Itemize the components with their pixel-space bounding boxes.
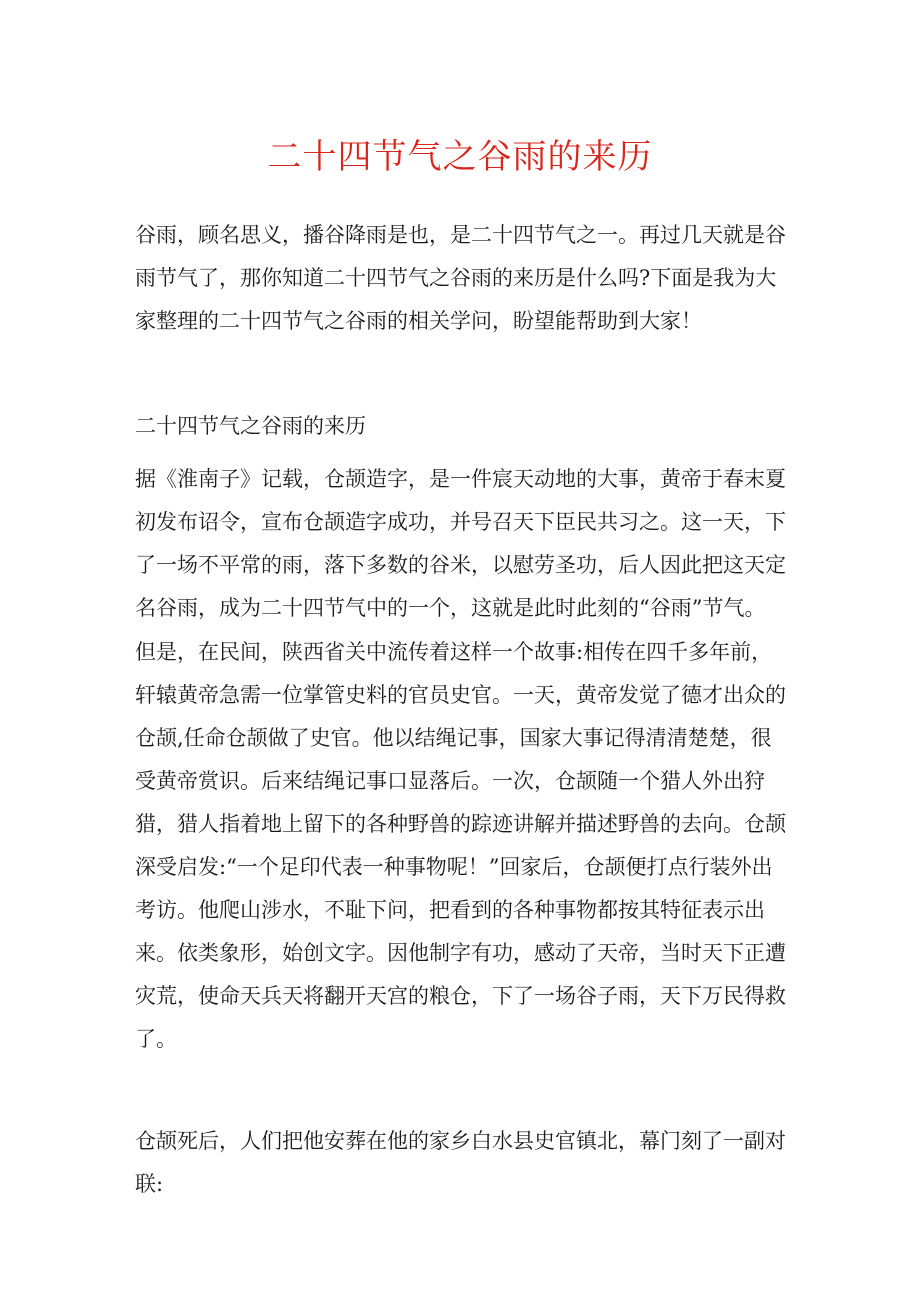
document-title: 二十四节气之谷雨的来历 [267, 137, 653, 177]
section-heading: 二十四节气之谷雨的来历 [135, 414, 366, 438]
paragraph-huainanzi: 据《淮南子》记载，仓颉造字，是一件宸天动地的大事，黄帝于春末夏初发布诏令，宣布仓颉造字成功，并号召天下臣民共习之。这一天，下了一场不平常的雨，落下多数的谷米，以慰劳圣功，后人因此把这天定名谷雨，成为二十四节气中的一个，这就是此时此刻的“谷雨”节气。 [135, 467, 786, 620]
paragraph-cangjie-burial: 仓颉死后，人们把他安葬在他的家乡白水县史官镇北，幕门刻了一副对联: [135, 1129, 786, 1196]
paragraph-folk-story: 但是，在民间，陕西省关中流传着这样一个故事:相传在四千多年前，轩辕黄帝急需一位掌管史料的官员史官。一天，黄帝发觉了德才出众的仓颉,任命仓颉做了史官。他以结绳记事，国家大事记得清清楚楚，很受黄帝赏识。后来结绳记事口显落后。一次，仓颉随一个猎人外出狩猎，猎人指着地上留下的各种野兽的踪迹讲解并描述野兽的去向。仓颉深受启发:“一个足印代表一种事物呢！”回家后，仓颉便打点行装外出考访。他爬山涉水，不耻下问，把看到的各种事物都按其特征表示出来。依类象形，始创文字。因他制字有功，感动了天帝，当时天下正遭灾荒，使命天兵天将翻开天宫的粮仓，下了一场谷子雨，天下万民得救了。 [135, 640, 786, 1051]
intro-paragraph: 谷雨，顾名思义，播谷降雨是也，是二十四节气之一。再过几天就是谷雨节气了，那你知道二十四节气之谷雨的来历是什么吗?下面是我为大家整理的二十四节气之谷雨的相关学问，盼望能帮助到大家！ [135, 223, 786, 333]
